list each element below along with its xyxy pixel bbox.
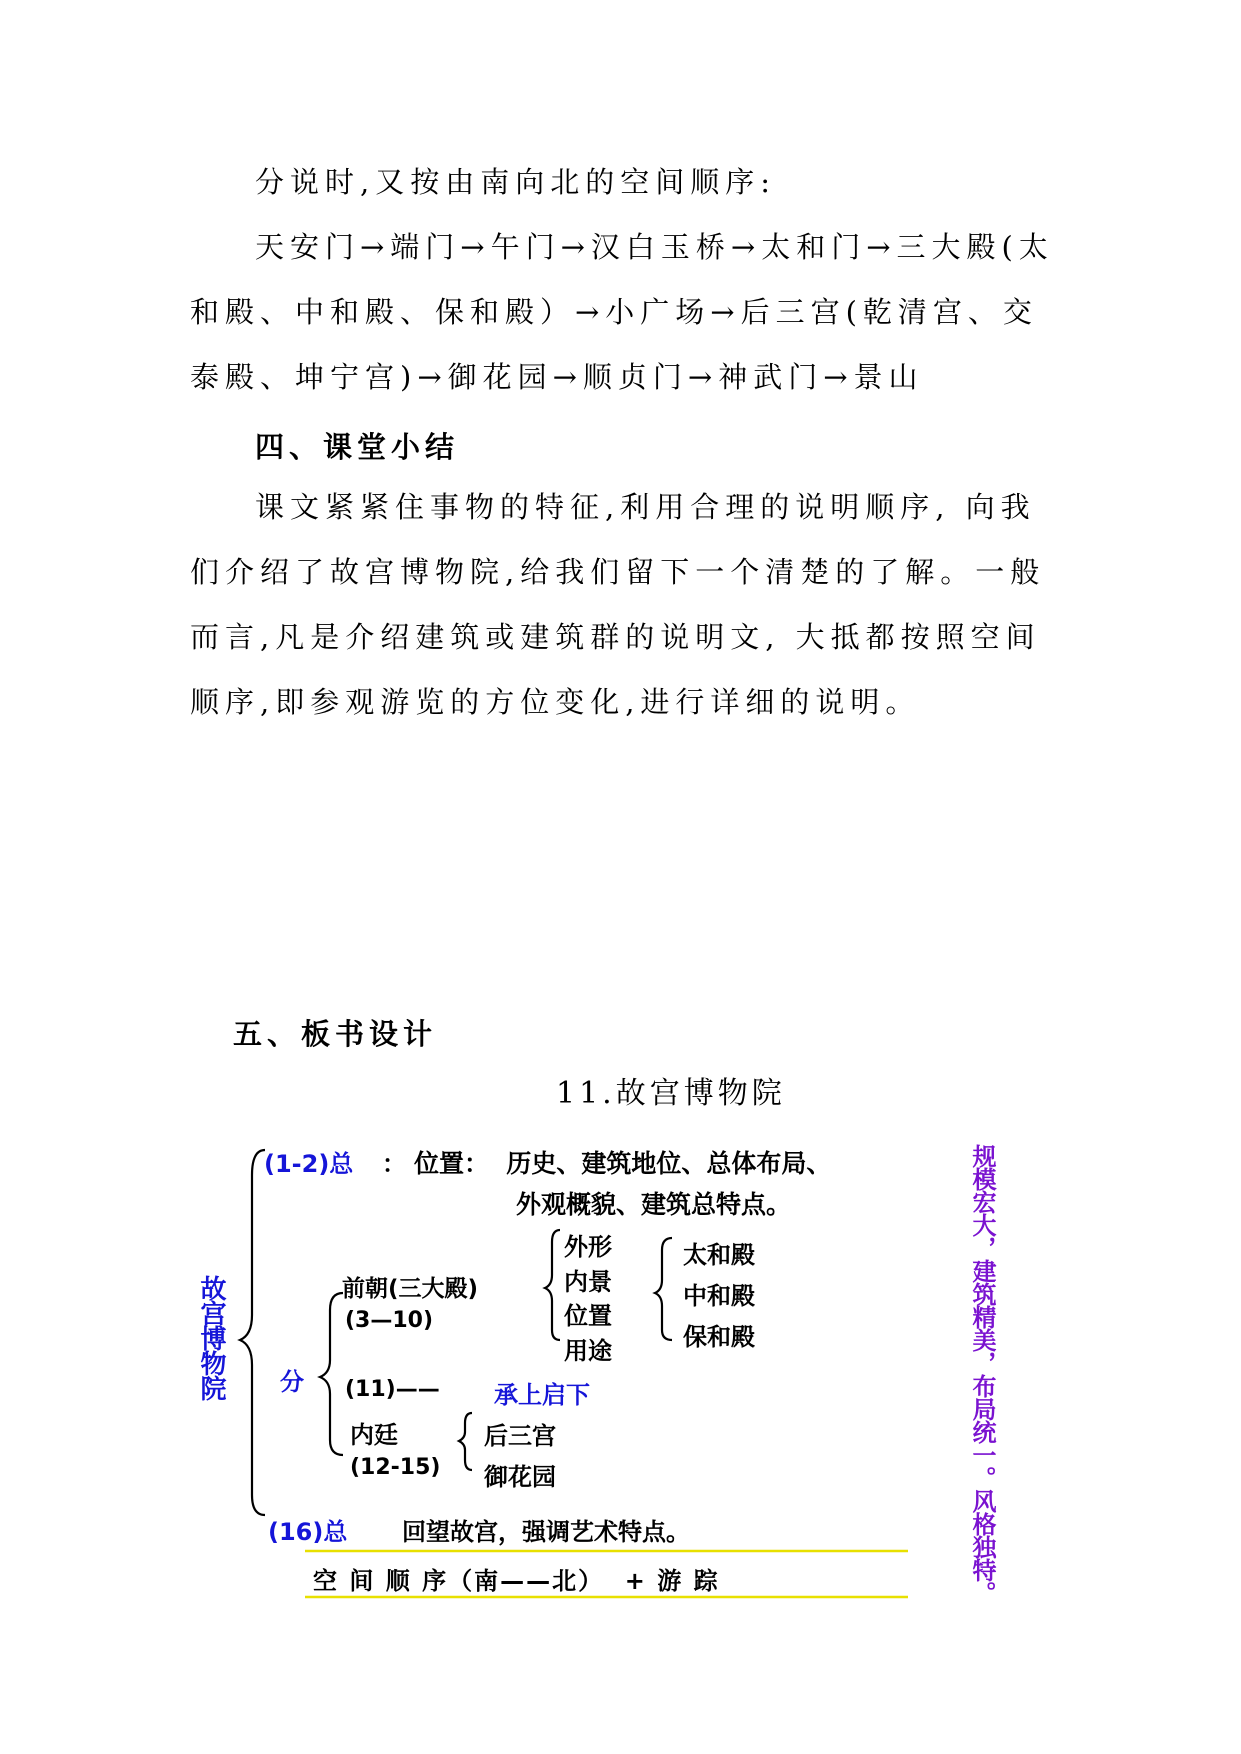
order-bar: 空 间 顺 序（南——北） + 游 踪 <box>313 1567 720 1595</box>
neiting-label: 内廷 <box>350 1421 398 1449</box>
total1-line1: 位置： 历史、建筑地位、总体布局、 <box>414 1149 832 1178</box>
fen-brace <box>320 1293 343 1455</box>
p11-label: (11)—— <box>345 1377 440 1402</box>
aspect-item: 外形 <box>564 1233 612 1261</box>
board-title: 11.故宫博物院 <box>556 1076 786 1111</box>
total1-colon: ： <box>382 1150 406 1178</box>
side-note: 规模宏大，建筑精美，布局统一。风格独特。 <box>968 1144 996 1604</box>
fen-label: 分 <box>280 1368 304 1396</box>
root-label: 故宫博物院 <box>196 1275 226 1400</box>
inner-item: 御花园 <box>484 1463 556 1491</box>
qianchao-paras: (3—10) <box>345 1308 434 1333</box>
inner-brace <box>459 1413 472 1470</box>
inner-item: 后三宫 <box>484 1422 556 1450</box>
aspects-brace <box>545 1230 560 1340</box>
hall-item: 太和殿 <box>683 1241 755 1269</box>
route-paragraph: 天安门→端门→午门→汉白玉桥→太和门→三大殿(太和殿、中和殿、保和殿）→小广场→后三宫(乾清宫、交泰殿、坤宁宫)→御花园→顺贞门→神武门→景山 <box>190 230 1054 394</box>
hall-item: 保和殿 <box>683 1323 755 1351</box>
hall-item: 中和殿 <box>683 1282 755 1310</box>
total2-text: 回望故宫，强调艺术特点。 <box>402 1518 690 1546</box>
outer-brace <box>240 1150 265 1515</box>
aspect-item: 内景 <box>564 1268 612 1296</box>
section-4-title: 四、课堂小结 <box>255 430 460 464</box>
halls-brace <box>655 1238 672 1340</box>
aspect-item: 位置 <box>564 1302 612 1330</box>
section-5-title: 五、板书设计 <box>233 1017 438 1051</box>
neiting-paras: (12-15) <box>350 1455 441 1480</box>
total1-line2: 外观概貌、建筑总特点。 <box>516 1190 792 1219</box>
qianchao-label: 前朝(三大殿) <box>342 1276 479 1302</box>
transition-label: 承上启下 <box>494 1381 590 1409</box>
total2-label: (16)总 <box>268 1518 348 1546</box>
aspect-item: 用途 <box>564 1337 612 1365</box>
summary-paragraph: 课文紧紧住事物的特征,利用合理的说明顺序, 向我们介绍了故宫博物院,给我们留下一个清楚的了解。一般而言,凡是介绍建筑或建筑群的说明文, 大抵都按照空间顺序,即参观游览的方位变化,进行详细的说明。 <box>190 490 1046 719</box>
total1-label: (1-2)总 <box>264 1150 354 1178</box>
order-intro: 分说时,又按由南向北的空间顺序: <box>255 165 776 199</box>
